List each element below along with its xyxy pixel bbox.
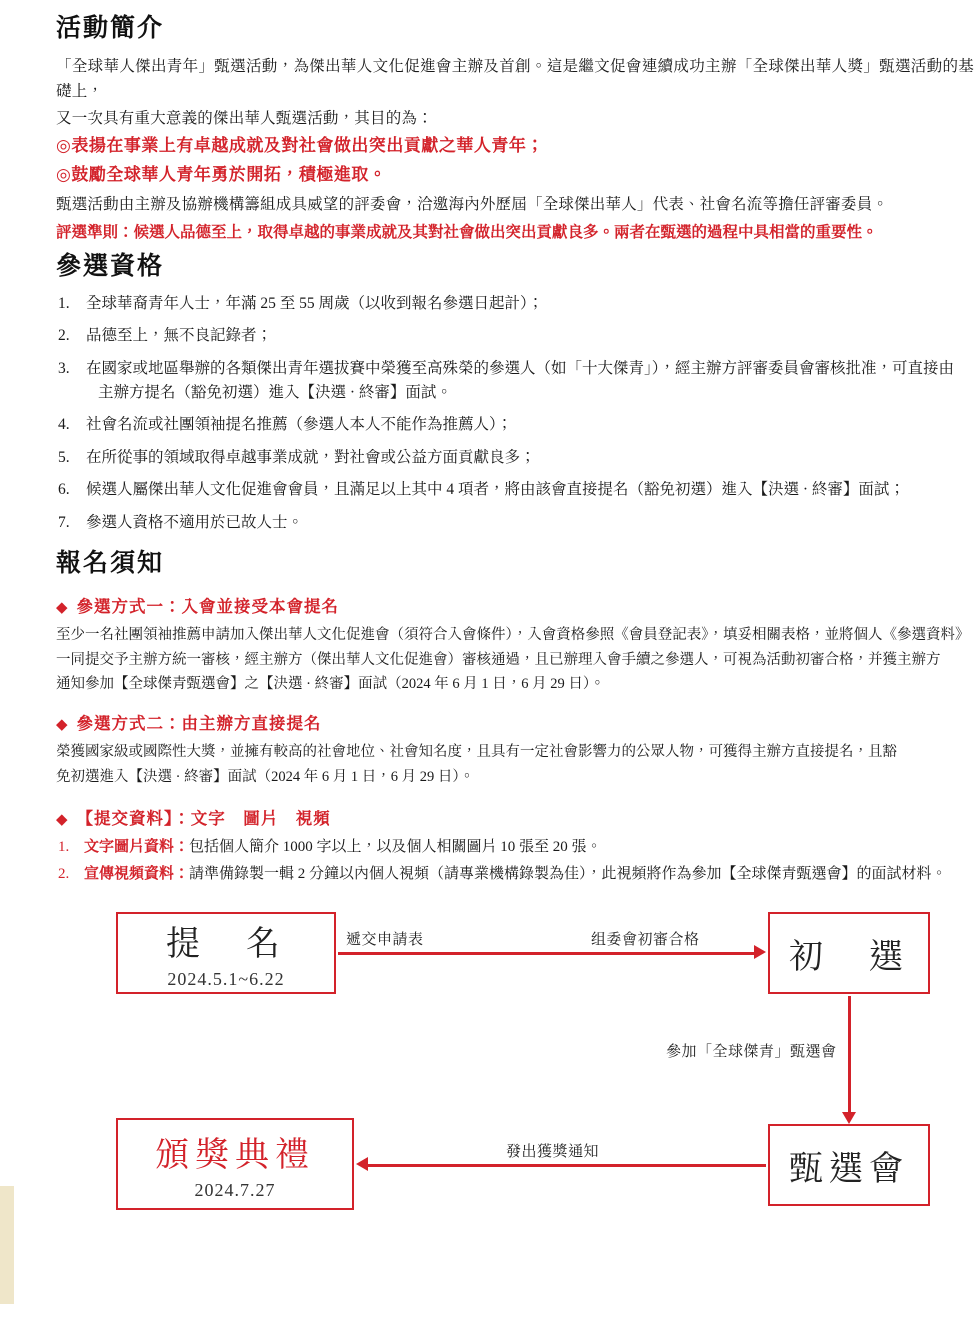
way-2-label: 參選方式二：由主辦方直接提名 [76, 714, 322, 734]
flow-label-submit-form: 遞交申請表 [346, 932, 424, 949]
item-text: 社會名流或社團領袖提名推薦（參選人本人不能作為推薦人）； [86, 416, 513, 434]
list-item [56, 835, 974, 859]
flow-label-notice-sent: 發出獲獎通知 [506, 1144, 600, 1161]
item-label: 文字圖片資料： [84, 839, 190, 856]
section-title-registration: 報名須知 [56, 548, 165, 578]
item-number: 2. [58, 866, 70, 883]
item-text: 包括個人簡介 1000 字以上，以及個人相關圖片 10 張至 20 張。 [189, 839, 602, 856]
flow-arrow-line-bottom [368, 1164, 766, 1167]
way-1-line-3: 通知參加【全球傑青甄選會】之【決選 · 終審】面試（2024 年 6 月 1 日，6 月 29 日）。 [56, 676, 605, 693]
intro-paragraph-2: 甄選活動由主辦及協辦機構籌組成具威望的評委會，洽邀海內外歷屆「全球傑出華人」代表、社會名流等擔任評審委員。 [56, 196, 889, 214]
flow-node-title: 甄選會 [789, 1150, 909, 1188]
item-text: 候選人屬傑出華人文化促進會會員，且滿足以上其中 4 項者，將由該會直接提名（豁免初選）進入【決選 · 終審】面試； [86, 481, 905, 499]
item-number: 2. [58, 327, 70, 345]
item-text: 全球華裔青年人士，年滿 25 至 55 周歲（以收到報名參選日起計）； [86, 294, 544, 312]
flow-arrow-head-bottom [356, 1157, 368, 1171]
flow-node-title: 頒獎典禮 [155, 1137, 315, 1175]
list-item [56, 413, 974, 437]
flow-label-committee-pass: 组委會初審合格 [591, 932, 700, 949]
submit-label: 【提交資料】：文字 圖片 視頻 [76, 809, 331, 829]
section-title-qualification: 參選資格 [56, 250, 165, 280]
submit-materials-heading [56, 805, 974, 829]
item-number: 7. [58, 513, 70, 531]
list-item [56, 292, 974, 316]
item-number: 5. [58, 448, 70, 466]
item-label: 宣傳視頻資料： [84, 866, 190, 883]
process-flowchart [56, 912, 974, 1212]
flow-arrow-line-top [338, 952, 756, 955]
list-item [56, 478, 974, 502]
list-item [56, 324, 974, 348]
flow-node-title: 初 選 [789, 938, 909, 976]
intro-criteria: 評選準則：候選人品德至上，取得卓越的事業成就及其對社會做出突出貢獻良多。兩者在甄選的過程中具相當的重要性。 [56, 224, 878, 242]
section-title-intro: 活動簡介 [56, 13, 165, 42]
way-2-line-2: 免初選進入【決選 · 終審】面試（2024 年 6 月 1 日，6 月 29 日）。 [56, 768, 475, 785]
submit-materials-list [56, 835, 974, 886]
way-1-line-2: 一同提交予主辦方統一審核，經主辦方（傑出華人文化促進會）審核通過，且已辦理入會手續之參選人，可視為活動初審合格，并獲主辦方 [56, 651, 941, 668]
intro-paragraph-1b: 又一次具有重大意義的傑出華人甄選活動，其目的為： [56, 110, 433, 128]
page-edge-marker [0, 1186, 14, 1304]
flow-node-title: 提 名 [166, 926, 286, 964]
diamond-icon: ◆ [56, 812, 69, 829]
item-number: 3. [58, 360, 70, 378]
flow-node-date: 2024.7.27 [194, 1180, 276, 1201]
flow-node-ceremony [116, 1118, 354, 1210]
item-text-continued: 主辦方提名（豁免初選）進入【決選 · 終審】面試。 [98, 383, 452, 401]
flow-arrow-head-right [842, 1112, 856, 1124]
qualification-list [56, 292, 974, 534]
way-2-line-1: 榮獲國家級或國際性大獎，並擁有較高的社會地位、社會知名度，且具有一定社會影響力的公眾人物，可獲得主辦方直接提名，且豁 [56, 744, 897, 761]
list-item [56, 357, 974, 404]
item-text: 在所從事的領域取得卓越事業成就，對社會或公益方面貢獻良多； [86, 448, 536, 466]
flow-node-selection [768, 1124, 930, 1206]
intro-paragraph-1: 「全球華人傑出青年」甄選活動，為傑出華人文化促進會主辦及首創。這是繼文促會連續成功主辦「全球傑出華人獎」甄選活動的基礎上， [56, 58, 974, 101]
item-number: 1. [58, 294, 70, 312]
flow-node-nominate [116, 912, 336, 994]
way-1-line-1: 至少一名社團領袖推薦申請加入傑出華人文化促進會（須符合入會條件），入會資格參照《會員登記表》，填妥相關表格，並將個人《參選資料》 [56, 627, 970, 644]
item-text: 參選人資格不適用於已故人士。 [86, 513, 304, 531]
diamond-icon: ◆ [56, 600, 69, 617]
list-item [56, 862, 974, 886]
item-number: 1. [58, 839, 70, 856]
item-number: 4. [58, 416, 70, 434]
item-text: 品德至上，無不良記錄者； [86, 327, 273, 345]
document-content [56, 8, 974, 1212]
registration-way-2-heading [56, 710, 974, 734]
item-text: 請準備錄製一輯 2 分鐘以內個人視頻（請專業機構錄製為佳），此視頻將作為參加【全球傑青甄選會】的面試材料。 [189, 866, 947, 883]
flow-node-primary [768, 912, 930, 994]
diamond-icon: ◆ [56, 717, 69, 734]
registration-way-1-heading [56, 593, 974, 617]
flow-arrow-head-top [754, 945, 766, 959]
item-text: 在國家或地區舉辦的各類傑出青年選拔賽中榮獲至高殊榮的參選人（如「十大傑青」），經主辦方評審委員會審核批准，可直接由 [86, 360, 955, 378]
intro-emphasis-1: ◎表揚在事業上有卓越成就及對社會做出突出貢獻之華人青年； [56, 136, 544, 156]
flow-arrow-line-right [848, 996, 851, 1114]
flow-label-join-event: 參加「全球傑青」甄選會 [666, 1044, 837, 1061]
list-item [56, 446, 974, 470]
item-number: 6. [58, 481, 70, 499]
intro-emphasis-2: ◎鼓勵全球華人青年勇於開拓，積極進取。 [56, 164, 387, 184]
way-1-label: 參選方式一：入會並接受本會提名 [76, 597, 340, 617]
list-item [56, 511, 974, 535]
flow-node-date: 2024.5.1~6.22 [167, 969, 285, 990]
